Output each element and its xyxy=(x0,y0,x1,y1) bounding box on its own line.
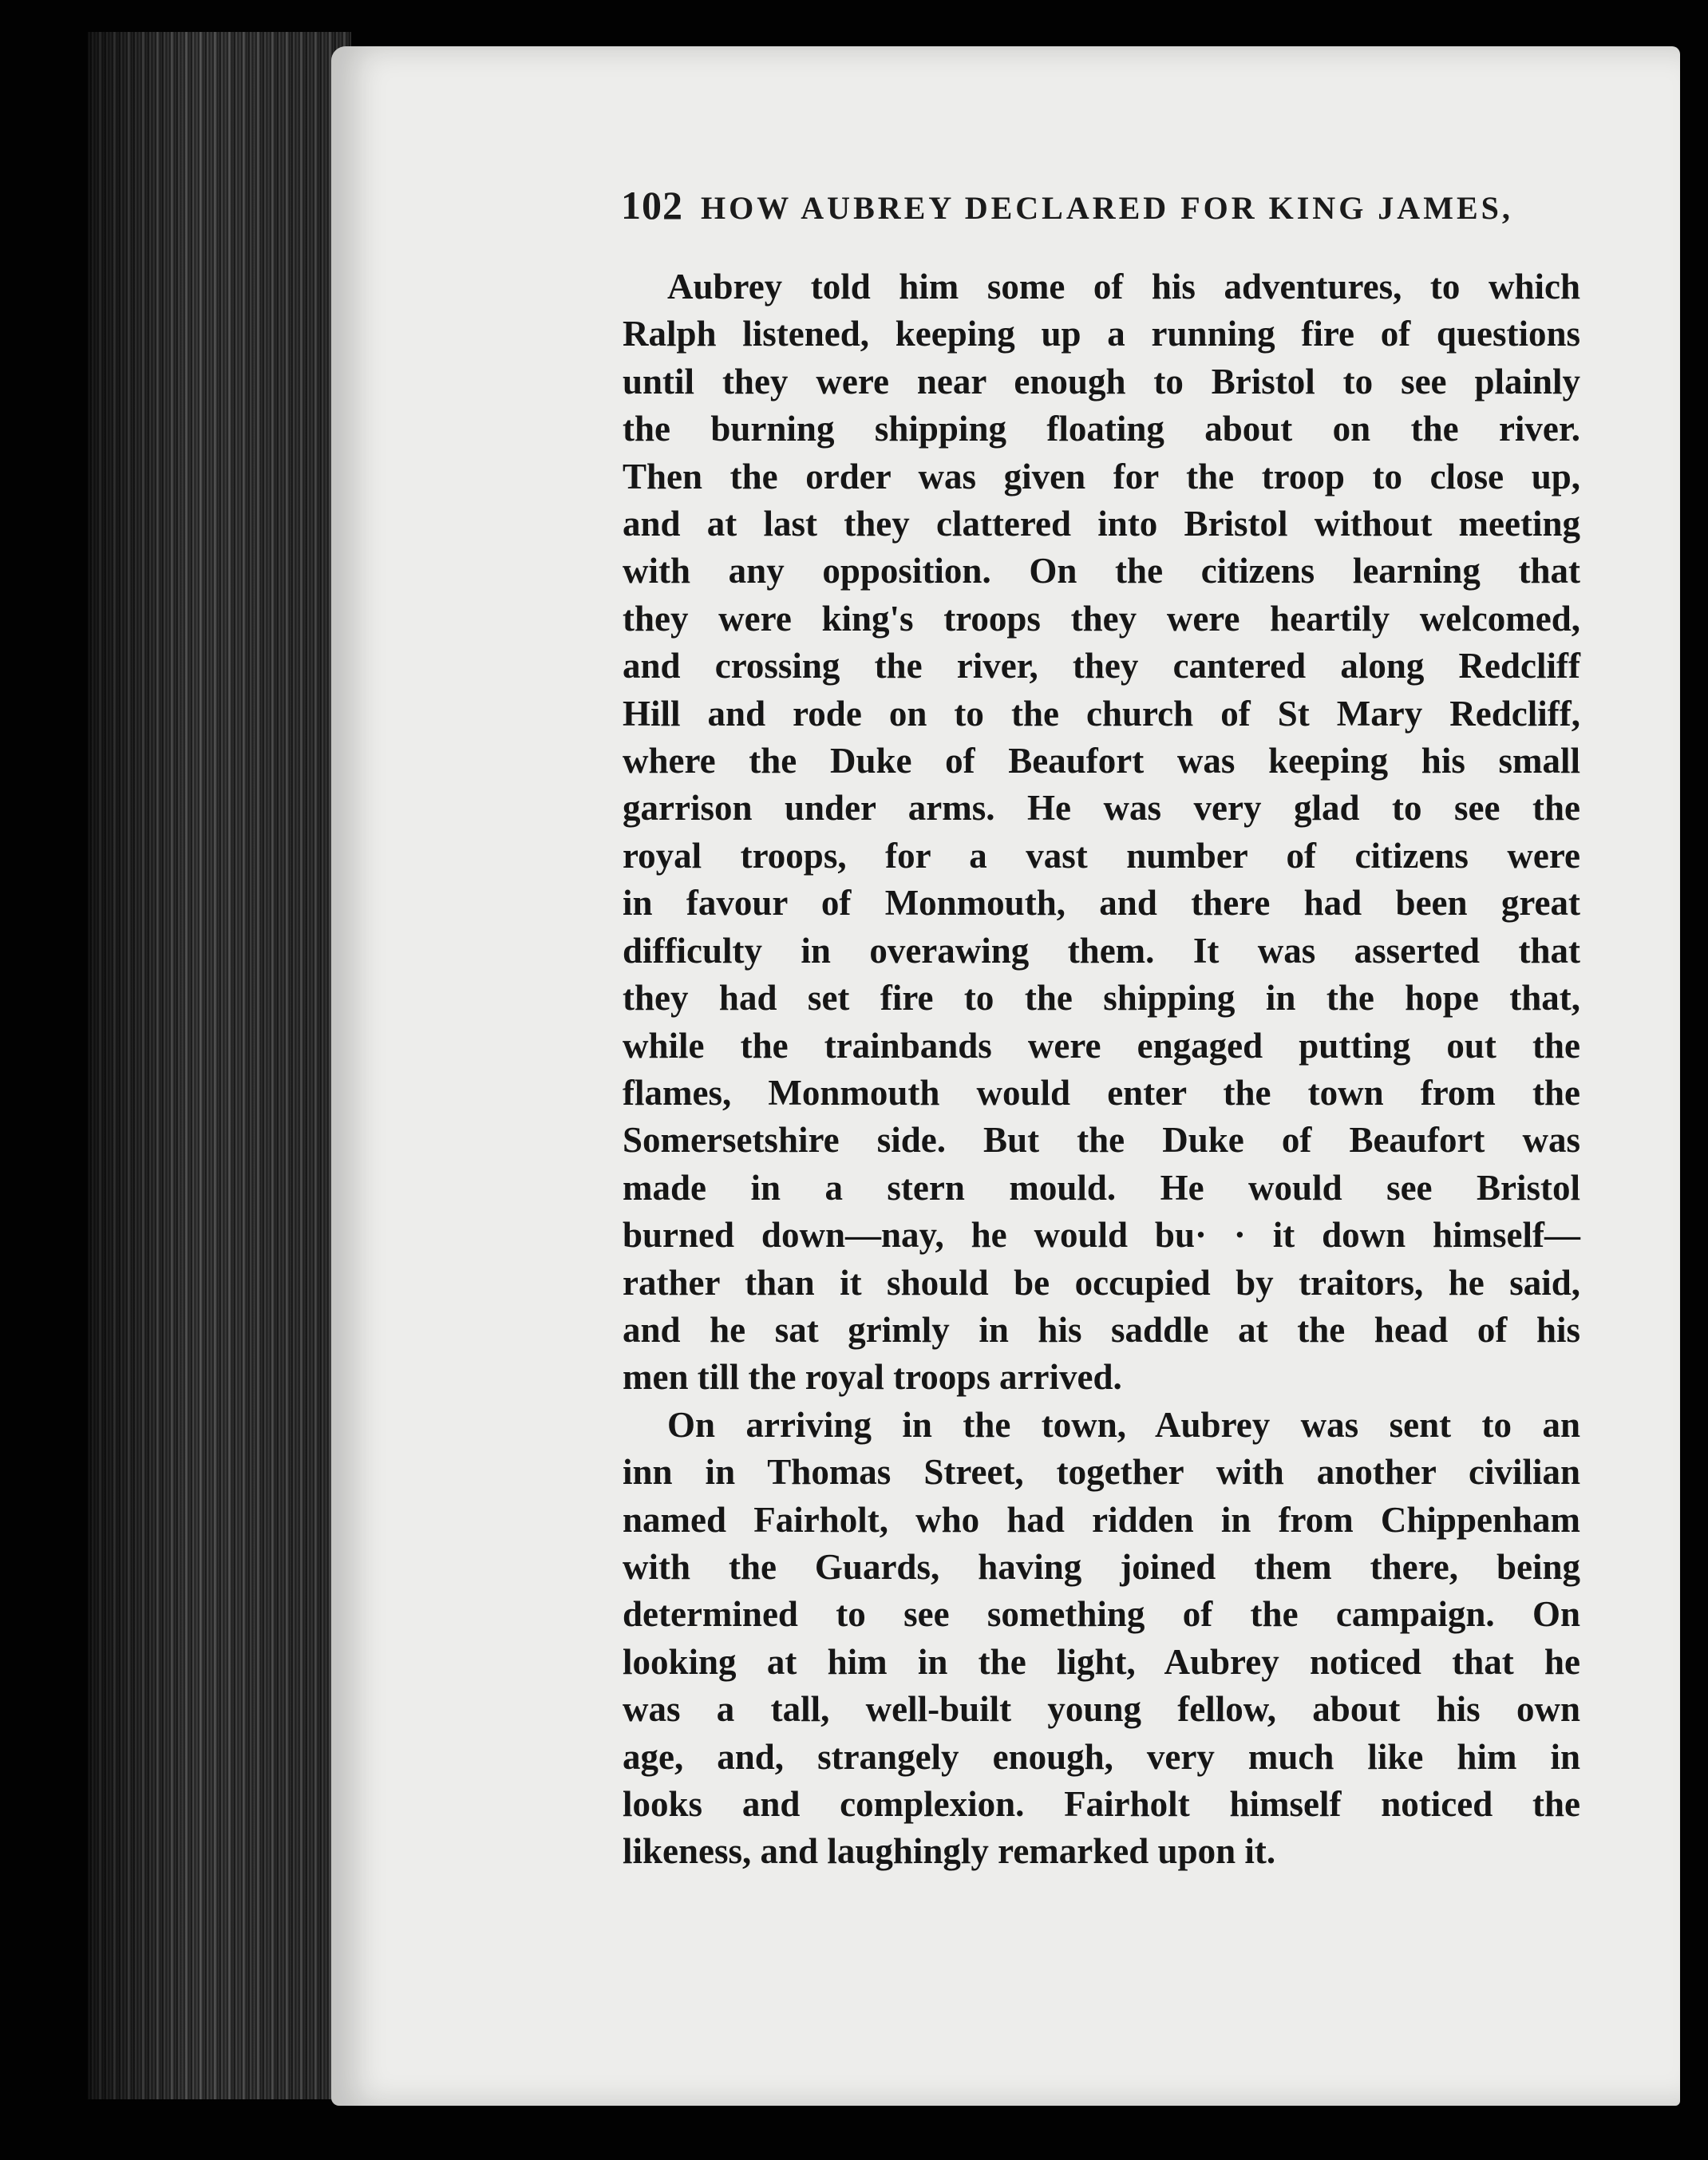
text-line: with any opposition. On the citizens learning that xyxy=(623,551,1580,591)
text-line: named Fairholt, who had ridden in from Chippenham xyxy=(623,1499,1580,1540)
text-line: they were king's troops they were heartily welcomed, xyxy=(623,598,1580,639)
text-line: burned down—nay, he would bu· · it down himself— xyxy=(623,1215,1580,1256)
text-line: made in a stern mould. He would see Bristol xyxy=(623,1167,1580,1208)
text-line: the burning shipping floating about on the river. xyxy=(623,409,1580,449)
text-line: Then the order was given for the troop to close up, xyxy=(623,456,1580,496)
text-line: until they were near enough to Bristol to see plainly xyxy=(623,361,1580,402)
text-line: determined to see something of the campaign. On xyxy=(623,1594,1580,1635)
text-line: men till the royal troops arrived. xyxy=(623,1357,1122,1398)
text-line: likeness, and laughingly remarked upon it. xyxy=(623,1831,1276,1872)
text-line: while the trainbands were engaged putting out the xyxy=(623,1025,1580,1066)
text-line: looking at him in the light, Aubrey noticed that he xyxy=(623,1641,1580,1682)
text-line: where the Duke of Beaufort was keeping his small xyxy=(623,741,1580,781)
text-line: difficulty in overawing them. It was asserted that xyxy=(623,930,1580,971)
text-line: age, and, strangely enough, very much like him in xyxy=(623,1736,1580,1777)
text-line: with the Guards, having joined them there, being xyxy=(623,1546,1580,1587)
text-line: rather than it should be occupied by traitors, he said, xyxy=(623,1262,1580,1303)
paragraph-2 xyxy=(623,1402,1580,1876)
text-line: On arriving in the town, Aubrey was sent to an xyxy=(667,1404,1580,1445)
book-page-edges xyxy=(88,32,351,2099)
text-line: Somersetshire side. But the Duke of Beaufort was xyxy=(623,1120,1580,1161)
page-number: 102 xyxy=(621,183,683,227)
text-line: royal troops, for a vast number of citizens were xyxy=(623,835,1580,876)
text-line: inn in Thomas Street, together with another civilian xyxy=(623,1452,1580,1493)
running-title: HOW AUBREY DECLARED FOR KING JAMES, xyxy=(701,190,1513,226)
text-line: flames, Monmouth would enter the town from the xyxy=(623,1072,1580,1113)
text-line: and he sat grimly in his saddle at the head of his xyxy=(623,1309,1580,1350)
body-text xyxy=(623,263,1580,1876)
text-line: Hill and rode on to the church of St Mary Redcliff, xyxy=(623,693,1580,734)
text-line: in favour of Monmouth, and there had been great xyxy=(623,883,1580,924)
text-line: they had set fire to the shipping in the hope that, xyxy=(623,978,1580,1019)
paragraph-1 xyxy=(623,263,1580,1402)
text-line: and crossing the river, they cantered along Redcliff xyxy=(623,646,1580,686)
text-line: Ralph listened, keeping up a running fire of questions xyxy=(623,314,1580,354)
text-line: looks and complexion. Fairholt himself noticed the xyxy=(623,1784,1580,1824)
text-line: and at last they clattered into Bristol without meeting xyxy=(623,504,1580,544)
text-line: was a tall, well-built young fellow, about his own xyxy=(623,1689,1580,1730)
running-head xyxy=(621,182,1595,228)
text-line: garrison under arms. He was very glad to see the xyxy=(623,788,1580,829)
text-line: Aubrey told him some of his adventures, to which xyxy=(667,267,1580,307)
